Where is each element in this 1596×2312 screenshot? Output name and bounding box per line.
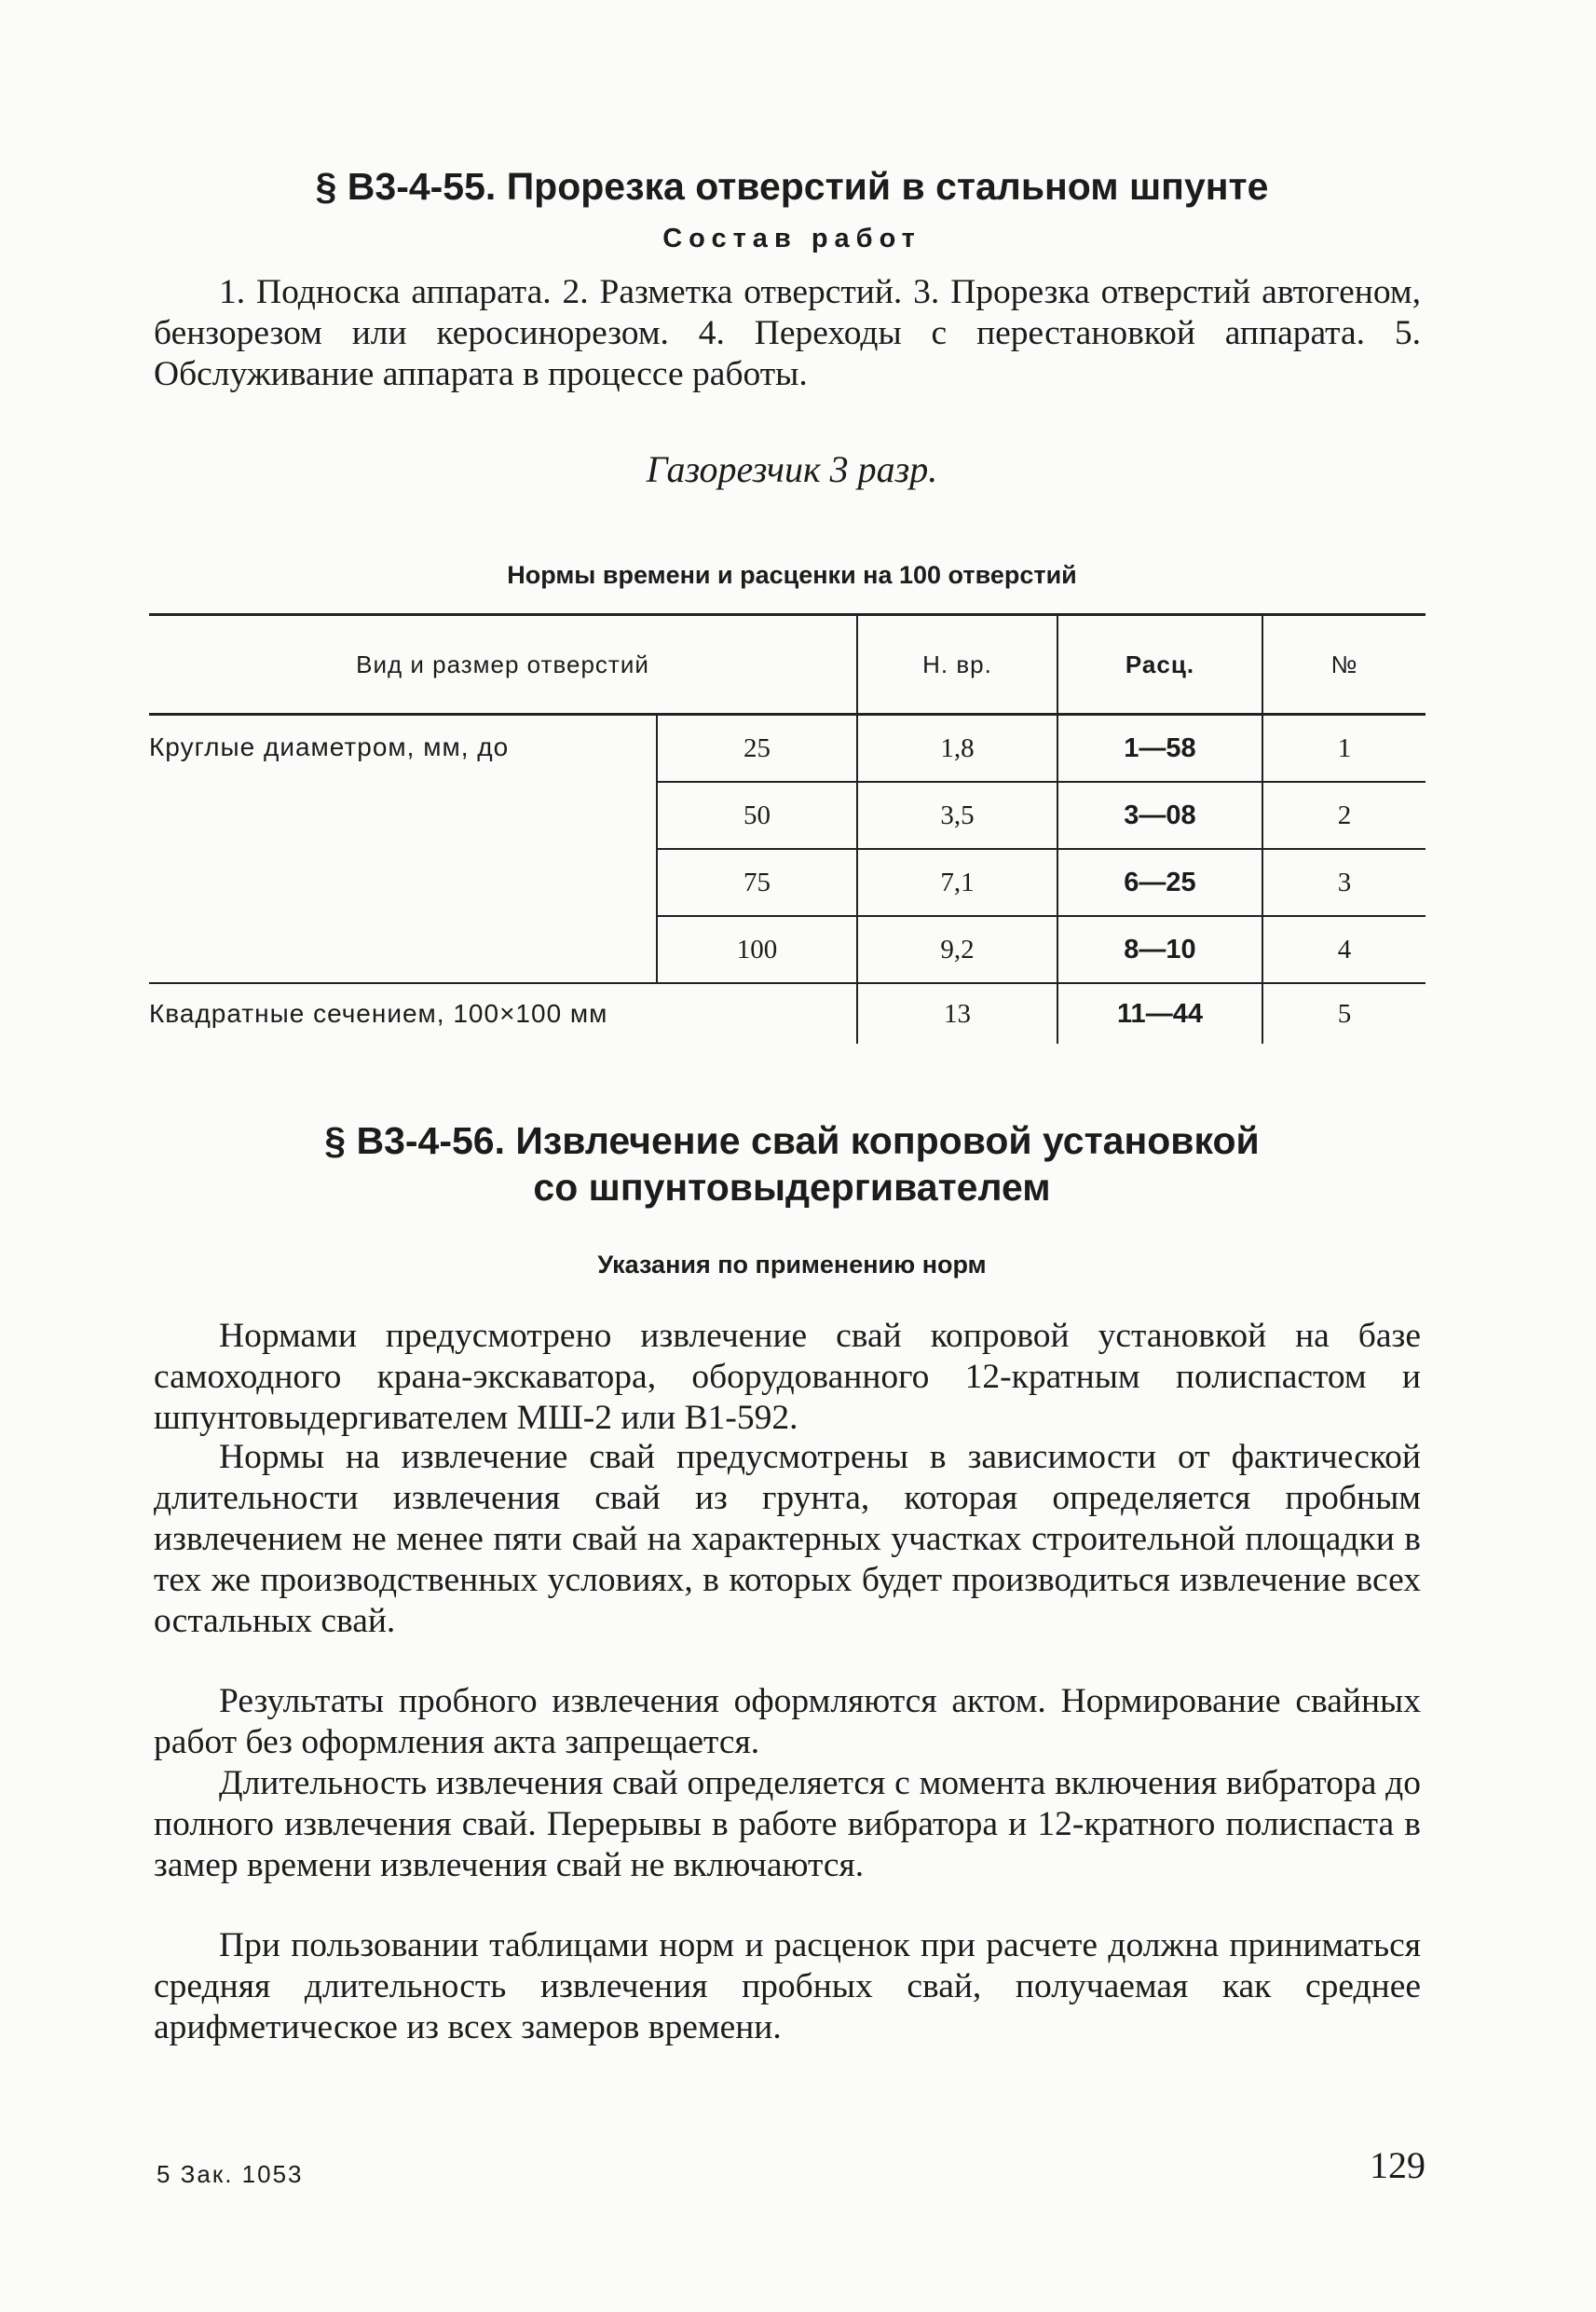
hole-size: 25: [657, 715, 857, 783]
table-header-row: [149, 615, 1425, 715]
row-number: 2: [1262, 782, 1425, 849]
norms-table: [149, 613, 1425, 1044]
composition-heading: Состав работ: [662, 224, 921, 253]
header-norm: Н. вр.: [857, 615, 1057, 715]
composition-text: 1. Подноска аппарата. 2. Разметка отверстий. 3. Прорезка отверстий автогеном, бензорезом или керосинорезом. 4. Переходы с перестановкой аппарата. 5. Обслуживание аппарата в процессе работы.: [154, 273, 1421, 393]
norm-value: 3,5: [857, 782, 1057, 849]
norm-value: 7,1: [857, 849, 1057, 916]
header-type: Вид и размер отверстий: [149, 615, 857, 715]
page-number: 129: [1370, 2144, 1425, 2186]
print-order-note: 5 Зак. 1053: [157, 2160, 304, 2188]
row-number: 3: [1262, 849, 1425, 916]
rate-value: 8—10: [1057, 916, 1262, 983]
table-caption: Нормы времени и расценки на 100 отверстий: [507, 561, 1077, 589]
paragraph: Длительность извлечения свай определяется с момента включения вибратора до полного извлечения свай. Перерывы в работе вибратора и 12-кратного полиспаста в замер времени извлечения свай не включаются.: [154, 1764, 1421, 1884]
square-holes-label: Квадратные сечением, 100×100 мм: [149, 983, 857, 1044]
paragraph: Нормы на извлечение свай предусмотрены в зависимости от фактической длительности извлечения свай из грунта, которая определяется пробным извлечением не менее пяти свай на характерных участках строительной площадки в тех же производственных условиях, в которых будет производиться извлечение всех остальных свай.: [154, 1438, 1421, 1640]
rate-value: 6—25: [1057, 849, 1262, 916]
norm-value: 1,8: [857, 715, 1057, 783]
norm-value: 9,2: [857, 916, 1057, 983]
hole-size: 100: [657, 916, 857, 983]
section-title-55: § В3-4-55. Прорезка отверстий в стальном шпунте: [315, 165, 1269, 208]
row-number: 4: [1262, 916, 1425, 983]
row-number: 5: [1262, 983, 1425, 1044]
paragraph: Результаты пробного извлечения оформляются актом. Нормирование свайных работ без оформления акта запрещается.: [154, 1682, 1421, 1761]
section-title-56-line2: со шпунтовыдергивателем: [533, 1166, 1051, 1209]
norm-value: 13: [857, 983, 1057, 1044]
header-num: №: [1262, 615, 1425, 715]
table-row: [149, 715, 1425, 783]
worker-grade: Газорезчик 3 разр.: [646, 448, 938, 490]
table-row: [149, 983, 1425, 1044]
rate-value: 11—44: [1057, 983, 1262, 1044]
hole-size: 75: [657, 849, 857, 916]
rate-value: 1—58: [1057, 715, 1262, 783]
header-rate: Расц.: [1057, 615, 1262, 715]
section-title-56-line1: § В3-4-56. Извлечение свай копровой установкой: [324, 1119, 1260, 1162]
paragraph: Нормами предусмотрено извлечение свай копровой установкой на базе самоходного крана-экскаватора, оборудованного 12-кратным полиспастом и шпунтовыдергивателем МШ-2 или В1-592.: [154, 1317, 1421, 1437]
paragraph: При пользовании таблицами норм и расценок при расчете должна приниматься средняя длительность извлечения пробных свай, получаемая как среднее арифметическое из всех замеров времени.: [154, 1926, 1421, 2046]
instructions-heading: Указания по применению норм: [597, 1251, 987, 1279]
row-number: 1: [1262, 715, 1425, 783]
round-holes-label: Круглые диаметром, мм, до: [149, 732, 510, 761]
hole-size: 50: [657, 782, 857, 849]
rate-value: 3—08: [1057, 782, 1262, 849]
